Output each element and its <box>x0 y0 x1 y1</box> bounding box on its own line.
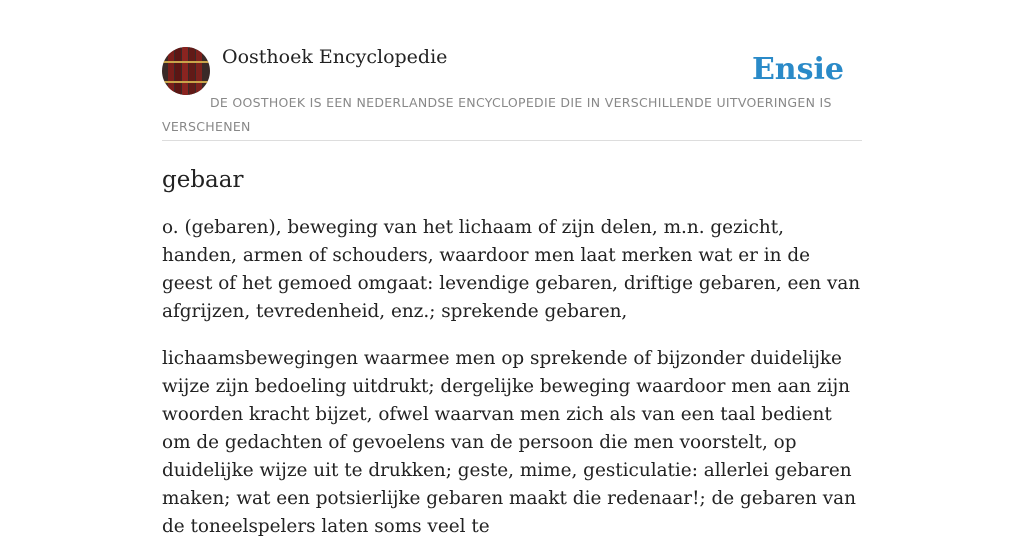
source-name[interactable]: Oosthoek Encyclopedie <box>222 46 448 68</box>
source-avatar[interactable] <box>162 47 210 95</box>
page-container <box>162 44 862 541</box>
article-paragraph: lichaamsbewegingen waarmee men op sprekende of bijzonder duidelijke wijze zijn bedoeling uitdrukt; dergelijke beweging waardoor men aan zijn woorden kracht bijzet, ofwel waarvan men zich als van een taal bedient om de gedachten of gevoelens van de persoon die men voorstelt, op duidelijke wijze uit te drukken; geste, mime, gesticulatie: allerlei gebaren maken; wat een potsierlijke gebaren maakt die redenaar!; de gebaren van de toneelspelers laten soms veel te <box>162 348 856 537</box>
source-description: DE OOSTHOEK IS EEN NEDERLANDSE ENCYCLOPEDIE DIE IN VERSCHILLENDE UITVOERINGEN IS VERSCHENEN <box>162 95 832 134</box>
book-band-decoration <box>162 61 210 63</box>
brand-logo[interactable]: Ensie <box>751 52 844 87</box>
book-spine-icon <box>189 47 195 95</box>
book-spine-icon <box>196 47 202 95</box>
article-title: gebaar <box>162 167 244 193</box>
book-spine-icon <box>175 47 181 95</box>
source-header <box>162 44 862 141</box>
book-spine-icon <box>168 47 174 95</box>
book-spine-icon <box>182 47 188 95</box>
article-paragraph: o. (gebaren), beweging van het lichaam of zijn delen, m.n. gezicht, handen, armen of schouders, waardoor men laat merken wat er in de geest of het gemoed omgaat: levendige gebaren, driftige gebaren, een van afgrijzen, tevredenheid, enz.; sprekende gebaren, <box>162 217 861 322</box>
book-band-decoration <box>162 81 210 83</box>
